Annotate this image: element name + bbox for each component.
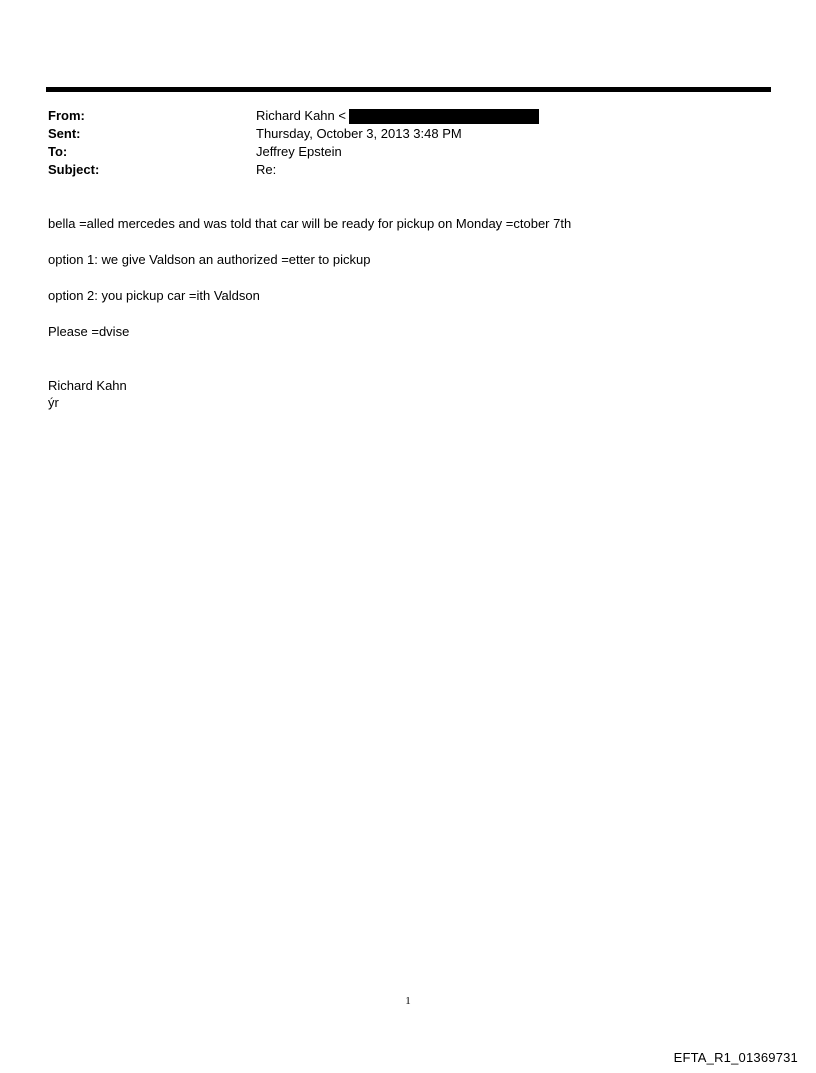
- email-header: [48, 107, 768, 179]
- subject-row: [48, 161, 768, 179]
- signature-name: Richard Kahn: [48, 378, 127, 393]
- from-value: [256, 107, 539, 125]
- to-value: Jeffrey Epstein: [256, 144, 342, 159]
- signature-line: ýr: [48, 395, 59, 410]
- sent-row: [48, 125, 768, 143]
- sent-value: Thursday, October 3, 2013 3:48 PM: [256, 126, 462, 141]
- signature-block: [48, 377, 127, 411]
- body-paragraph: Please =dvise: [48, 324, 130, 339]
- header-divider: [46, 87, 771, 92]
- from-label: From:: [48, 108, 85, 123]
- document-id: EFTA_R1_01369731: [673, 1050, 798, 1065]
- to-row: [48, 143, 768, 161]
- subject-label: Subject:: [48, 162, 100, 177]
- body-paragraph: bella =alled mercedes and was told that car will be ready for pickup on Monday =ctober 7th: [48, 216, 572, 231]
- from-row: [48, 107, 768, 125]
- sent-label: Sent:: [48, 126, 81, 141]
- sender-name: Richard Kahn <: [256, 108, 346, 123]
- body-paragraph: option 2: you pickup car =ith Valdson: [48, 288, 260, 303]
- to-label: To:: [48, 144, 68, 159]
- subject-value: Re:: [256, 162, 277, 177]
- redaction-block: [349, 109, 539, 124]
- page-number: 1: [405, 995, 411, 1007]
- body-paragraph: option 1: we give Valdson an authorized =etter to pickup: [48, 252, 371, 267]
